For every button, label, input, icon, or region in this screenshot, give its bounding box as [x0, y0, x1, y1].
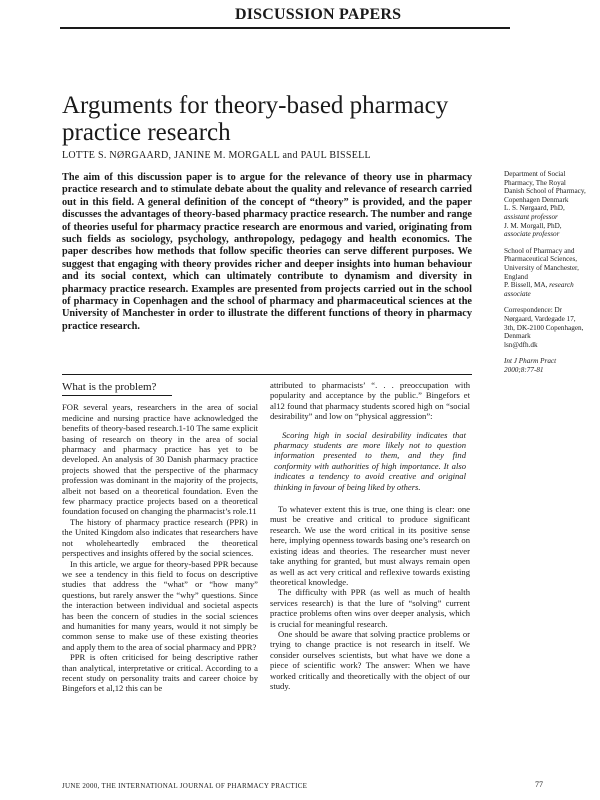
author-1-role: assistant professor — [504, 212, 558, 221]
author-3: P. Bissell, MA, — [504, 281, 548, 290]
journal-footer: JUNE 2000, THE INTERNATIONAL JOURNAL OF PHARMACY PRACTICE — [62, 782, 308, 790]
paragraph: To whatever extent this is true, one thing is clear: one must be creative and critical to produce significant research. We use the word critical in its positive sense here, implying openness towards basing one’s research on existing ideas and theories. The researcher must never take anything for granted, but must always remain open as well as act very critical and reflexive towards existing theoretical knowledge. — [270, 504, 470, 587]
affiliation-1: Department of Social Pharmacy, The Royal Danish School of Pharmacy, Copenhagen Denmark — [504, 170, 586, 204]
abstract: The aim of this discussion paper is to argue for the relevance of theory use in pharmacy practice research and to stimulate debate about the quality and relevance of research carried out in this field. A general definition of the concept of “theory” is provided, and the paper discusses the advantages of theory-based pharmacy practice research. The number and range of theories useful for pharmacy practice research are enormous and varied, originating from such fields as sociology, psychology, anthropology, pedagogy and health economics. The paper describes how methods that follow specific theories can serve different purposes. We suggest that engaging with theory provides richer and deeper insights into human behaviour and its social context, which can ultimately contribute to dynamism and diversity in pharmacy practice research. Examples are presented from projects carried out in the school of pharmacy in Copenhagen and the school of pharmacy and pharmaceutical sciences at the University of Manchester in order to illustrate the different functions of theory in pharmacy practice research. — [62, 172, 472, 332]
section-heading: What is the problem? — [62, 382, 172, 396]
paragraph: PPR is often criticised for being descriptive rather than analytical, interpretative or critical. According to a recent study on personality traits and career choice by Bingefors et al,12 this can be — [62, 652, 258, 694]
paragraph: In this article, we argue for theory-based PPR because we see a tendency in this field to focus on descriptive studies that address the “what” or “how many” questions, but rarely answer the “why” questions. Since the interaction between individual and societal aspects has been the concern of studies in the social sciences and humanities for many years, would it not simply be common sense to make use of these existing theories and apply them to the area of social pharmacy and PPR? — [62, 558, 258, 652]
correspondence: Correspondence: Dr Nørgaard, Vardegade 17, 3th, DK-2100 Copenhagen, Denmark — [504, 306, 584, 341]
paragraph: The history of pharmacy practice research (PPR) in the United Kingdom also indicates that researchers have not wholeheartedly embraced the theoretical perspectives and insights offered by the social sciences. — [62, 516, 258, 559]
body-column-1 — [62, 382, 258, 694]
affiliation-2: School of Pharmacy and Pharmaceutical Sciences, University of Manchester, England — [504, 246, 579, 281]
author-3-role: research associate — [504, 281, 574, 298]
body-column-2 — [270, 380, 470, 691]
page-number: 77 — [535, 780, 543, 789]
affiliation-block-1 — [504, 170, 586, 239]
article-title: Arguments for theory-based pharmacy practice research — [62, 92, 449, 146]
citation: Int J Pharm Pract 2000;8:77-81 — [504, 357, 557, 374]
paragraph: FOR several years, researchers in the area of social medicine and nursing practice have acknowledged the benefits of theory-based research.1-10 The same explicit basing of research on theory in the area of social pharmacy and pharmacy practice has yet to be developed. An analysis of 30 Danish pharmacy practice projects showed that the perspective of the pharmacy profession was dominant in the majority of the projects, albeit not based on a theoretical foundation. Even the few pharmacy practice projects based on a theoretical foundation focused on changing the pharmacist’s role.11 — [62, 402, 258, 517]
section-header: DISCUSSION PAPERS — [235, 6, 402, 23]
author-2: J. M. Morgall, PhD, — [504, 221, 562, 230]
paragraph: attributed to pharmacists’ “. . . preoccupation with popularity and acceptance by the public.” Bingefors et al12 found that pharmacy students scored high on “social desirability” and low on “physical aggression”: — [270, 380, 470, 422]
author-2-role: associate professor — [504, 230, 560, 239]
affiliation-block-2 — [504, 247, 586, 299]
header-rule — [60, 27, 510, 29]
article-authors: LOTTE S. NØRGAARD, JANINE M. MORGALL and PAUL BISSELL — [62, 150, 371, 161]
email: lsn@dfh.dk — [504, 340, 538, 349]
author-1: L. S. Nørgaard, PhD, — [504, 204, 565, 213]
author-sidebar — [504, 170, 586, 382]
paragraph: One should be aware that solving practice problems or trying to change practice is not research in itself. We consider ourselves scientists, but what have we done a piece of scientific work? The answer: When we have worked critically and theoretically with the object of our study. — [270, 628, 470, 691]
paragraph: The difficulty with PPR (as well as much of health services research) is that the lure of “solving” current practice problems often wins over deeper analysis, which is crucial for meaningful research. — [270, 587, 470, 629]
column-rule — [62, 374, 472, 375]
block-quote: Scoring high in social desirability indicates that pharmacy students are more likely not to question information presented to them, and they find conformity with authorities of high importance. It also indicates a tendency to avoid creative and original thinking in favour of being liked by others. — [274, 429, 466, 492]
correspondence-block — [504, 306, 586, 349]
